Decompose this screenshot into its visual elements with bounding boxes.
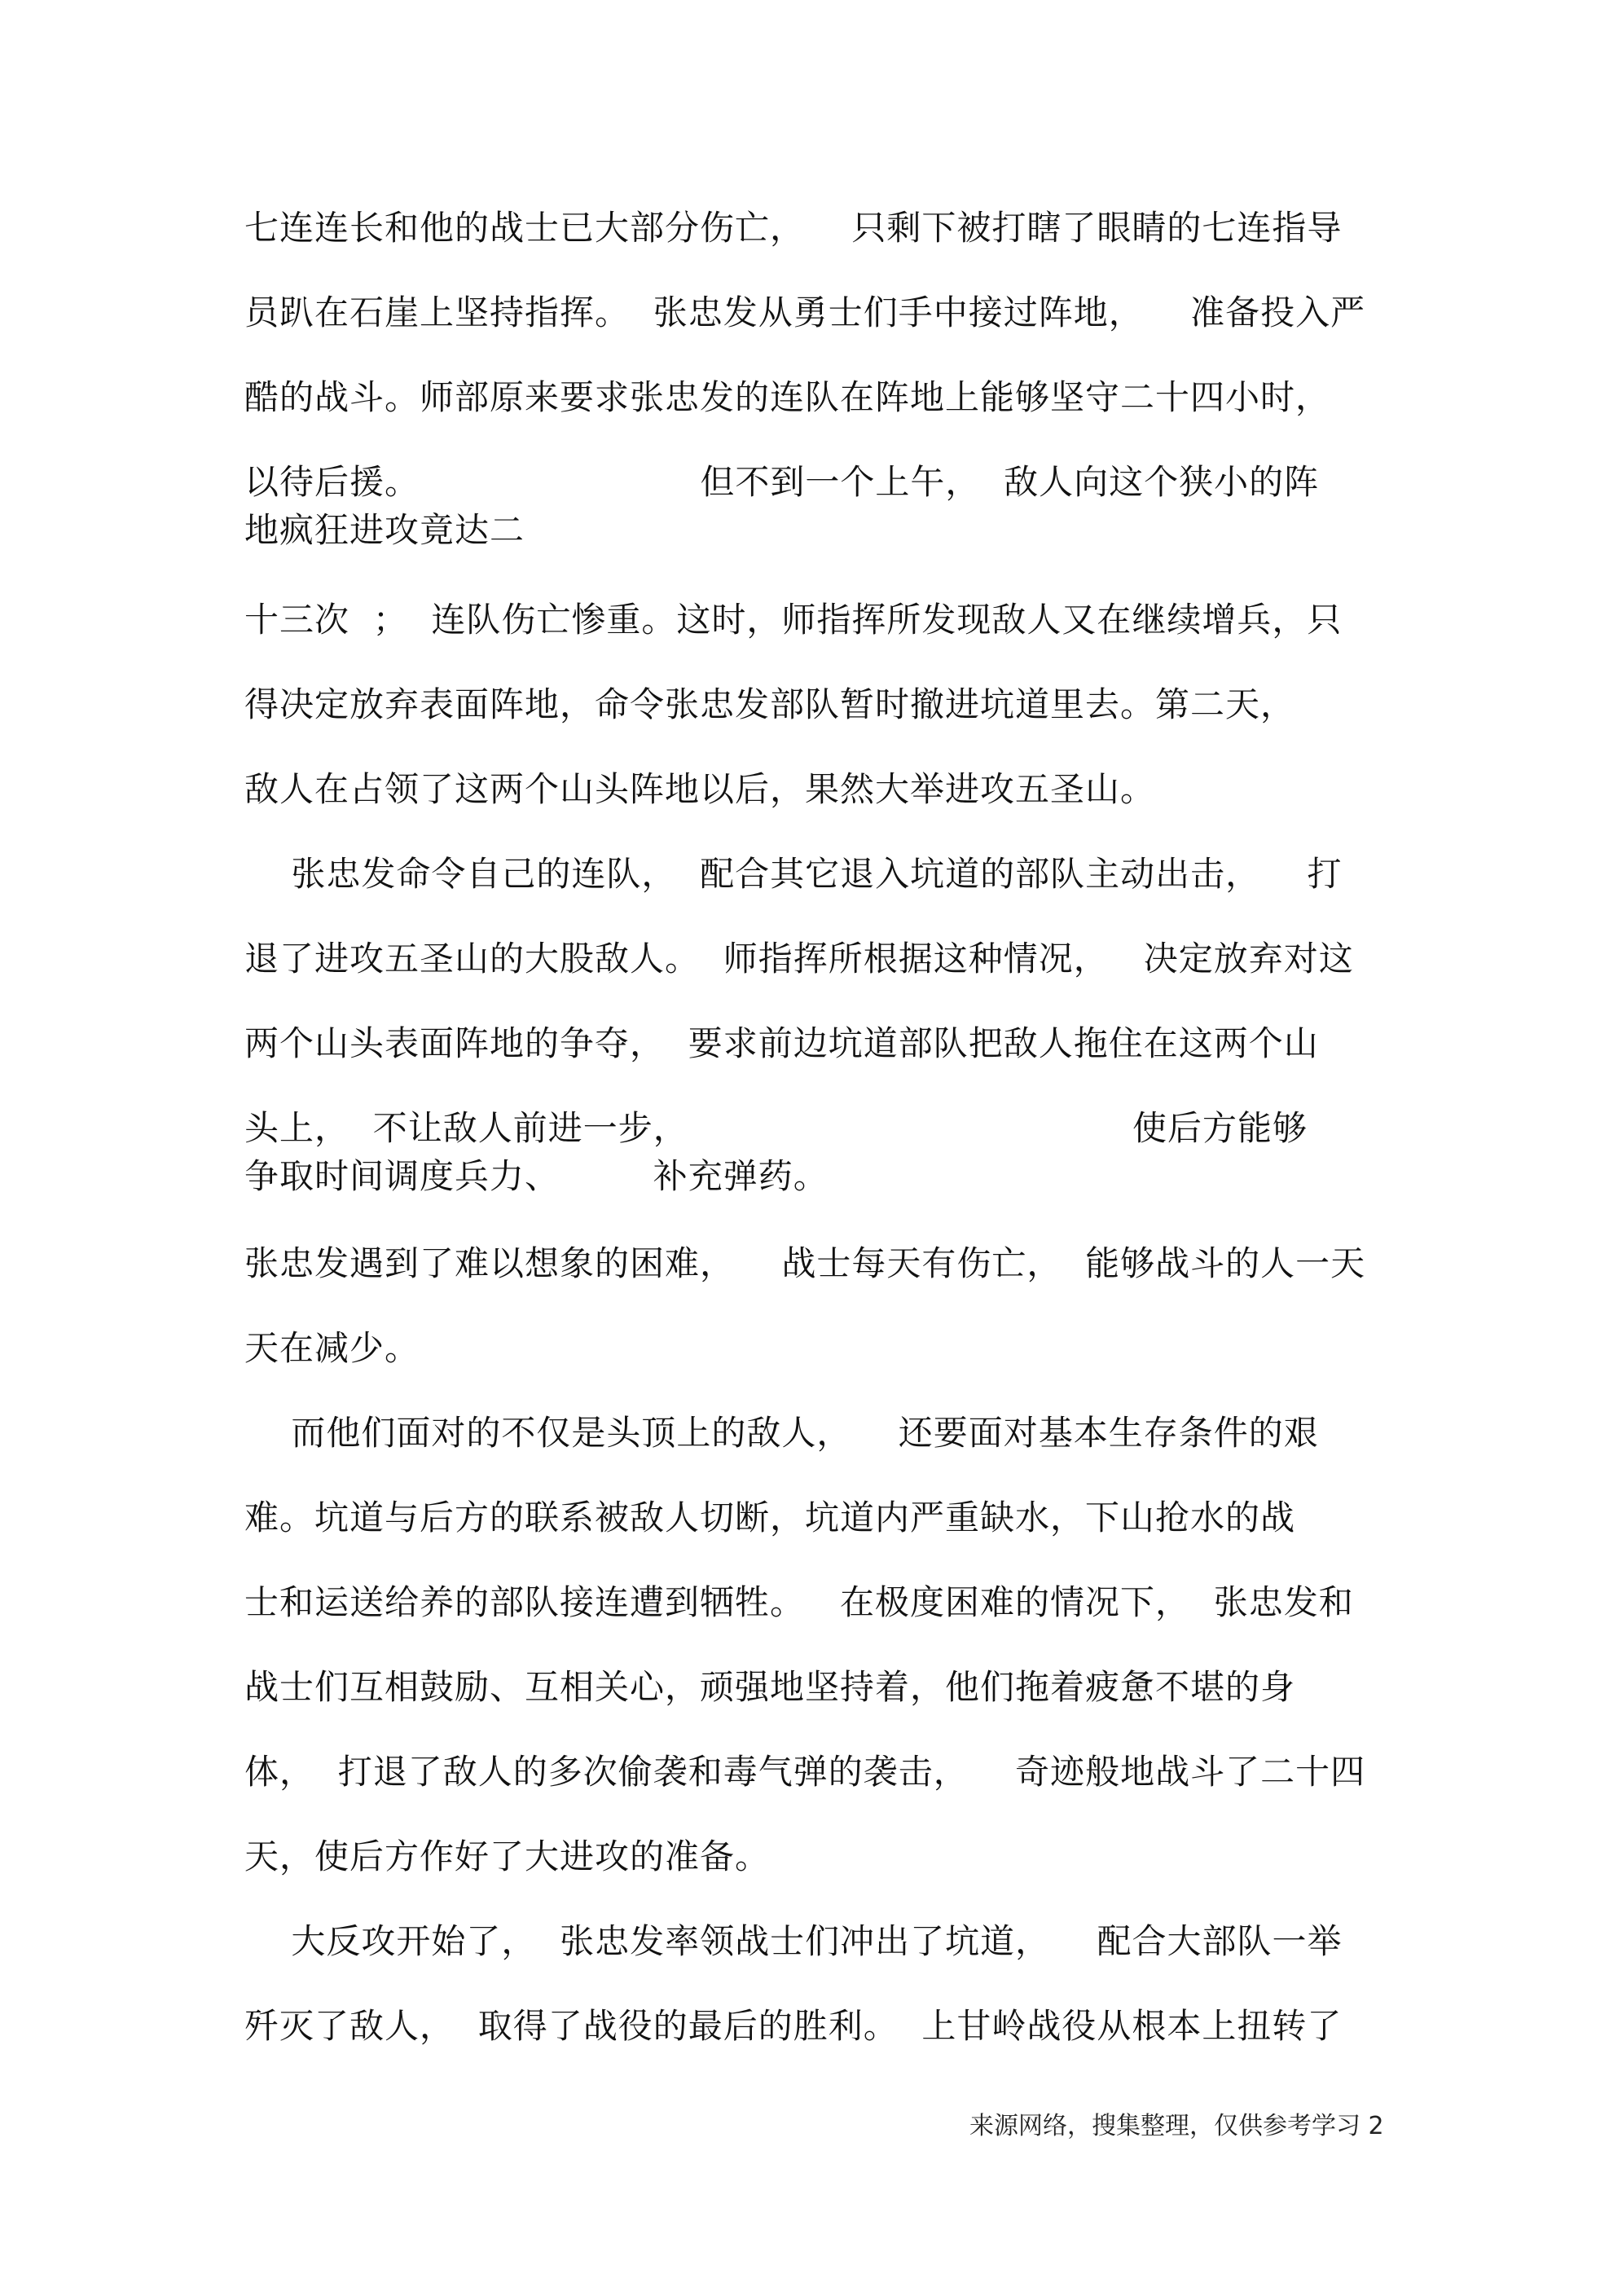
page-footer: 来源网络，搜集整理，仅供参考学习 2 (969, 2112, 1384, 2140)
text-line: 歼灭了敌人， 取得了战役的最后的胜利。 上甘岭战役从根本上扭转了 (244, 2006, 1343, 2046)
text-line: 得决定放弃表面阵地，命令张忠发部队暂时撤进坑道里去。第二天， (244, 684, 1296, 724)
text-line: 七连连长和他的战士已大部分伤亡， 只剩下被打瞎了眼睛的七连指导 (244, 208, 1343, 248)
text-line: 天在减少。 (244, 1328, 420, 1368)
text-line: 天，使后方作好了大进攻的准备。 (244, 1836, 771, 1876)
text-line: 敌人在占领了这两个山头阵地以后，果然大举进攻五圣山。 (244, 769, 1156, 809)
text-line: 争取时间调度兵力、 补充弹药。 (244, 1156, 829, 1196)
text-line: 地疯狂进攻竟达二 (244, 510, 525, 550)
text-line: 头上， 不让敌人前进一步， 使后方能够 (244, 1108, 1308, 1148)
text-line: 以待后援。 但不到一个上午， 敌人向这个狭小的阵 (244, 462, 1320, 502)
text-line: 体， 打退了敌人的多次偷袭和毒气弹的袭击， 奇迹般地战斗了二十四 (244, 1752, 1366, 1792)
text-line: 两个山头表面阵地的争夺， 要求前边坑道部队把敌人拖住在这两个山 (244, 1023, 1319, 1063)
text-line: 员趴在石崖上坚持指挥。 张忠发从勇士们手中接过阵地， 准备投入严 (244, 292, 1366, 332)
text-line: 张忠发遇到了难以想象的困难， 战士每天有伤亡， 能够战斗的人一天 (244, 1243, 1366, 1283)
text-line: 而他们面对的不仅是头顶上的敌人， 还要面对基本生存条件的艰 (244, 1413, 1319, 1453)
text-line: 退了进攻五圣山的大股敌人。 师指挥所根据这种情况， 决定放弃对这 (244, 939, 1354, 979)
text-line: 张忠发命令自己的连队， 配合其它退入坑道的部队主动出击， 打 (244, 854, 1343, 894)
text-line: 十三次 ； 连队伤亡惨重。这时，师指挥所发现敌人又在继续增兵，只 (244, 600, 1343, 640)
text-line: 难。坑道与后方的联系被敌人切断，坑道内严重缺水，下山抢水的战 (244, 1498, 1296, 1537)
text-line: 酷的战斗。师部原来要求张忠发的连队在阵地上能够坚守二十四小时， (244, 377, 1331, 417)
text-line: 大反攻开始了， 张忠发率领战士们冲出了坑道， 配合大部队一举 (244, 1921, 1343, 1961)
text-line: 战士们互相鼓励、互相关心，顽强地坚持着，他们拖着疲惫不堪的身 (244, 1667, 1296, 1707)
text-line: 士和运送给养的部队接连遭到牺牲。 在极度困难的情况下， 张忠发和 (244, 1582, 1354, 1622)
